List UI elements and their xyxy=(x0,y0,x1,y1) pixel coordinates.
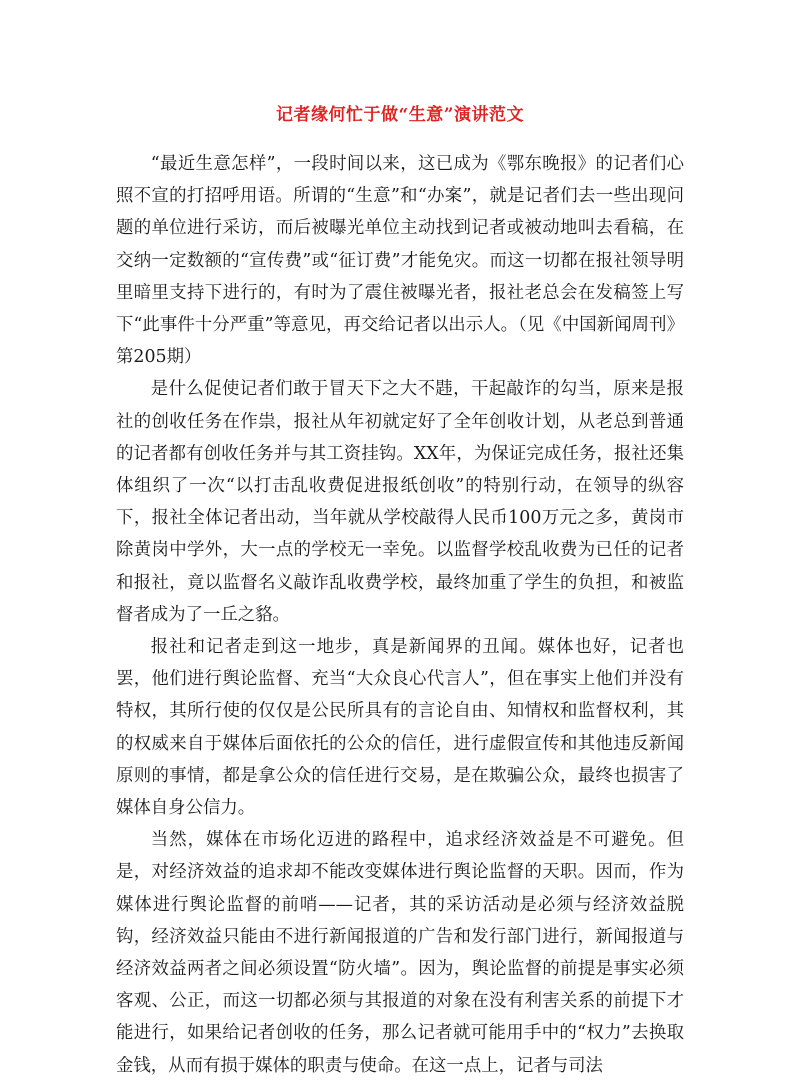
paragraph-3: 报社和记者走到这一地步，真是新闻界的丑闻。媒体也好，记者也罢，他们进行舆论监督、充当“大众良心代言人”，但在事实上他们并没有特权，其所行使的仅仅是公民所具有的言论自由、知情权和监督权利，其的权威来自于媒体后面依托的公众的信任，进行虚假宣传和其他违反新闻原则的事情，都是拿公众的信任进行交易，是在欺骗公众，最终也损害了媒体自身公信力。 xyxy=(116,637,684,819)
paragraph-1: “最近生意怎样”，一段时间以来，这已成为《鄂东晚报》的记者们心照不宣的打招呼用语。所谓的“生意”和“办案”，就是记者们去一些出现问题的单位进行采访，而后被曝光单位主动找到记者或被动地叫去看稿，在交纳一定数额的“宣传费”或“征订费”才能免灾。而这一切都在报社领导明里暗里支持下进行的，有时为了震住被曝光者，报社老总会在发稿签上写下“此事件十分严重”等意见，再交给记者以出示人。（见《中国新闻周刊》第205期） xyxy=(116,154,684,368)
document-body xyxy=(116,148,684,1082)
paragraph-4: 当然，媒体在市场化迈进的路程中，追求经济效益是不可避免。但是，对经济效益的追求却不能改变媒体进行舆论监督的天职。因而，作为媒体进行舆论监督的前哨——记者，其的采访活动是必须与经济效益脱钩，经济效益只能由不进行新闻报道的广告和发行部门进行，新闻报道与经济效益两者之间必须设置“防火墙”。因为，舆论监督的前提是事实必须客观、公正，而这一切都必须与其报道的对象在没有利害关系的前提下才能进行，如果给记者创收的任务，那么记者就可能用手中的“权力”去换取金钱，从而有损于媒体的职责与使命。在这一点上，记者与司法 xyxy=(116,830,684,1076)
document-title: 记者缘何忙于做“生意”演讲范文 xyxy=(275,105,525,125)
paragraph-2: 是什么促使记者们敢于冒天下之大不韪，干起敲诈的勾当，原来是报社的创收任务在作祟，报社从年初就定好了全年创收计划，从老总到普通的记者都有创收任务并与其工资挂钩。XX年，为保证完成任务，报社还集体组织了一次“以打击乱收费促进报纸创收”的特别行动，在领导的纵容下，报社全体记者出动，当年就从学校敲得人民币100万元之多，黄岗市除黄岗中学外，大一点的学校无一幸免。以监督学校乱收费为已任的记者和报社，竟以监督名义敲诈乱收费学校，最终加重了学生的负担，和被监督者成为了一丘之貉。 xyxy=(116,379,684,625)
